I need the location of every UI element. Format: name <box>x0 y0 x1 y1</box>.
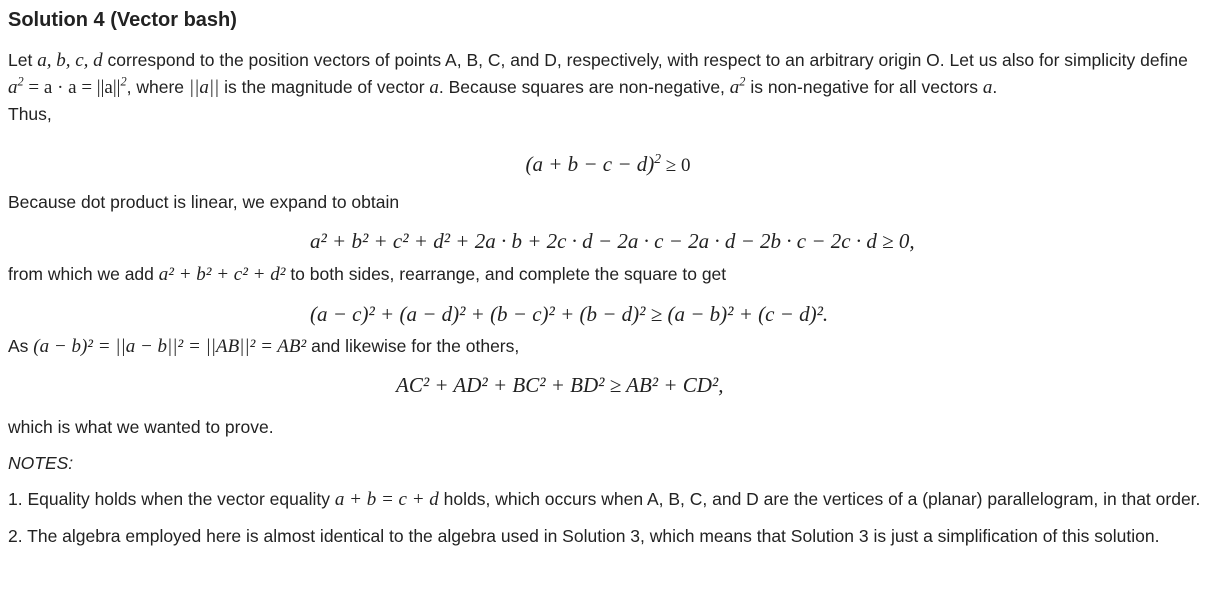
math-vector-a: a <box>429 77 439 98</box>
math-a-squared-2: $a^2$ <box>729 74 746 98</box>
note-2: 2. The algebra employed here is almost identical to the algebra used in Solution 3, which means that Solution 3 is just a simplification of this solution. <box>8 526 1160 546</box>
intro-paragraph: Let a, b, c, d correspond to the position vectors of points A, B, C, and D, respectively, with respect to an arbitrary origin O. Let us also for simplicity define $a^2 = a \cdot a = ||a||^2$, where ||a|| is the magnitude of vector a. Because squares are non-negative, $a^2$ is non-negative for all vectors a. Thus, <box>8 50 1188 124</box>
math-a-squared: $a^2 = a \cdot a = ||a||^2$ <box>8 74 127 98</box>
display-equation-4: AC² + AD² + BC² + BD² ≥ AB² + CD², <box>396 373 724 397</box>
math-equality: a + b = c + d <box>334 489 439 510</box>
paragraph-add: from which we add a² + b² + c² + d² to both sides, rearrange, and complete the square to get <box>8 264 727 285</box>
math-sum-squares: a² + b² + c² + d² <box>158 264 286 285</box>
math-vector-a-2: a <box>982 77 993 98</box>
notes-label: NOTES: <box>8 453 74 473</box>
paragraph-conclusion: which is what we wanted to prove. <box>8 417 274 437</box>
math-norm: ||a|| <box>188 77 220 98</box>
display-equation-2: a² + b² + c² + d² + 2a · b + 2c · d − 2a · c − 2a · d − 2b · c − 2c · d ≥ 0, <box>310 229 915 253</box>
math-distance: (a − b)² = ||a − b||² = ||AB||² = AB² <box>33 336 307 357</box>
paragraph-expand: Because dot product is linear, we expand to obtain <box>8 192 400 212</box>
math-vars: a, b, c, d <box>37 50 103 71</box>
display-equation-1: $(a + b - c - d)^2 \ge 0$ <box>525 151 691 176</box>
display-equation-3: (a − c)² + (a − d)² + (b − c)² + (b − d)² ≥ (a − b)² + (c − d)². <box>310 302 829 326</box>
note-1: 1. Equality holds when the vector equality a + b = c + d holds, which occurs when A, B, C, and D are the vertices of a (planar) parallelogram, in that order. <box>8 489 1201 510</box>
paragraph-as: As (a − b)² = ||a − b||² = ||AB||² = AB² and likewise for the others, <box>8 336 520 357</box>
section-heading: Solution 4 (Vector bash) <box>8 9 237 31</box>
